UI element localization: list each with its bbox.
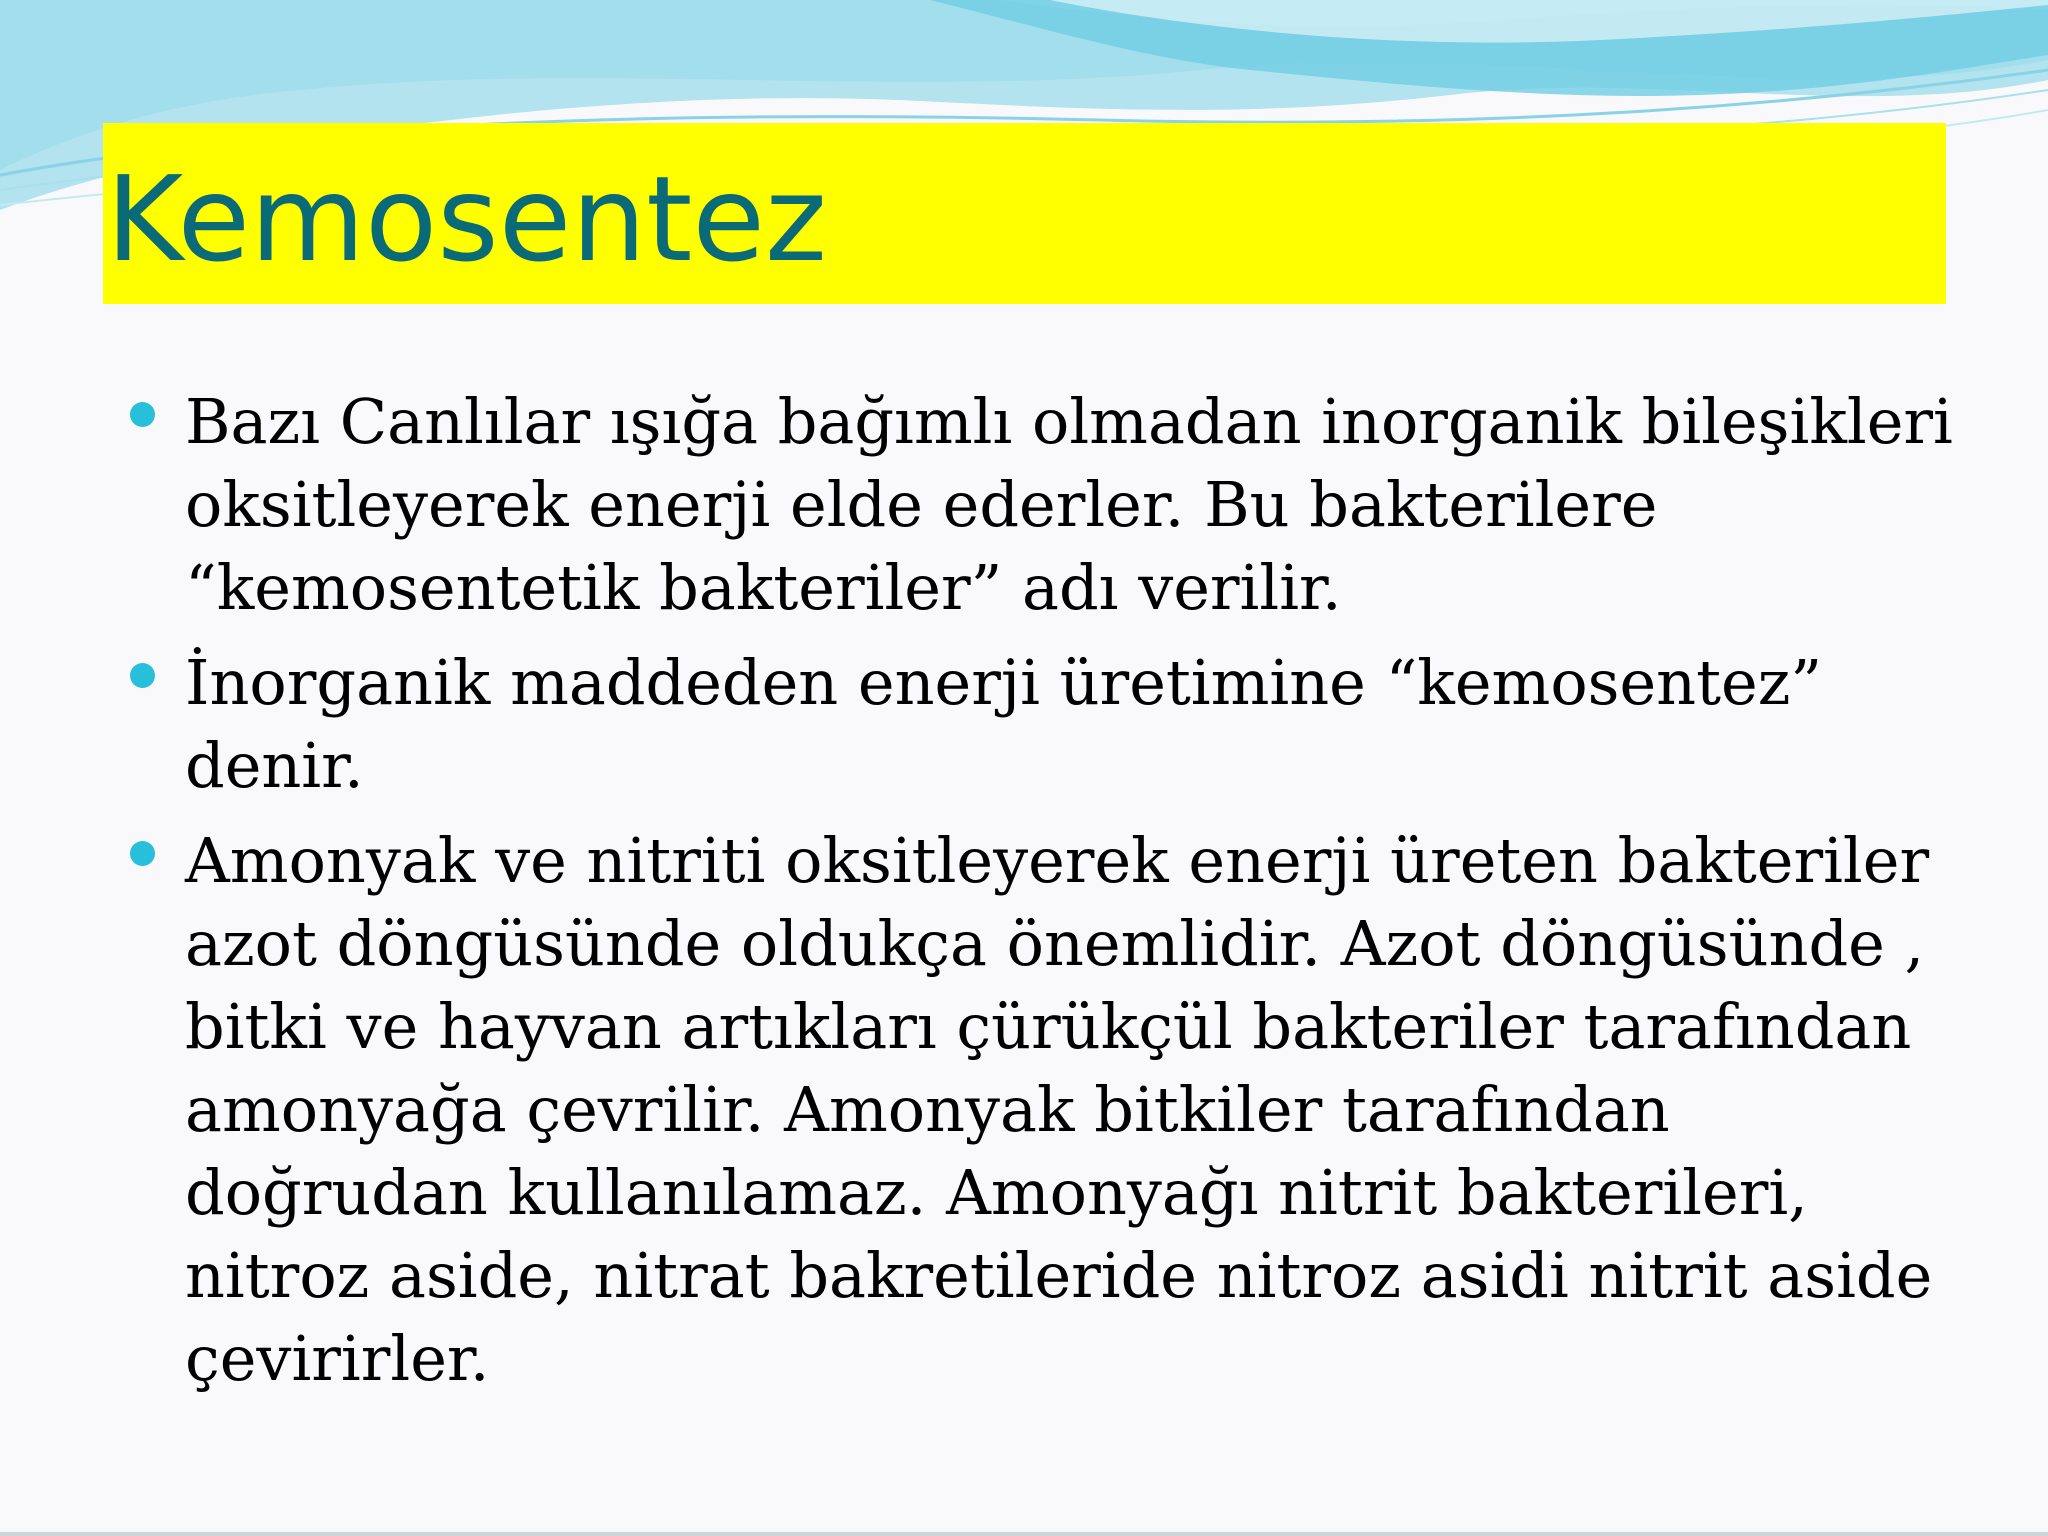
bullet-item [130,380,1953,629]
bullet-list [130,380,1953,1412]
bullet-text-line: Bazı Canlılar ışığa bağımlı olmadan inorganik bileşikleri [185,385,1953,458]
bullet-marker-icon [130,402,155,427]
bullet-text-line: nitroz aside, nitrat bakretileride nitroz asidi nitrit aside [185,1239,1933,1312]
bullet-text-line: doğrudan kullanılamaz. Amonyağı nitrit bakterileri, [185,1156,1808,1229]
bullet-text-line: bitki ve hayvan artıkları çürükçül bakteriler tarafından [185,990,1912,1063]
bullet-text-line: azot döngüsünde oldukça önemlidir. Azot döngüsünde , [185,907,1925,980]
bullet-text-line: “kemosentetik bakteriler” adı verilir. [185,551,1342,624]
bullet-marker-icon [130,663,155,688]
slide-bottom-border [0,1532,2048,1536]
bullet-text-line: çevirirler. [185,1322,490,1395]
bullet-text-line: amonyağa çevrilir. Amonyak bitkiler tarafından [185,1073,1670,1146]
slide-title: Kemosentez [106,150,827,288]
bullet-item [130,819,1933,1400]
bullet-text-line: Amonyak ve nitriti oksitleyerek enerji üreten bakteriler [185,824,1930,897]
bullet-item [130,641,1930,807]
bullet-text-line: denir. [185,729,364,802]
bullet-text-line: oksitleyerek enerji elde ederler. Bu bakterilere [185,468,1658,541]
bullet-text-line: İnorganik maddeden enerji üretimine “kemosentez” [185,646,1823,719]
bullet-marker-icon [130,841,155,866]
